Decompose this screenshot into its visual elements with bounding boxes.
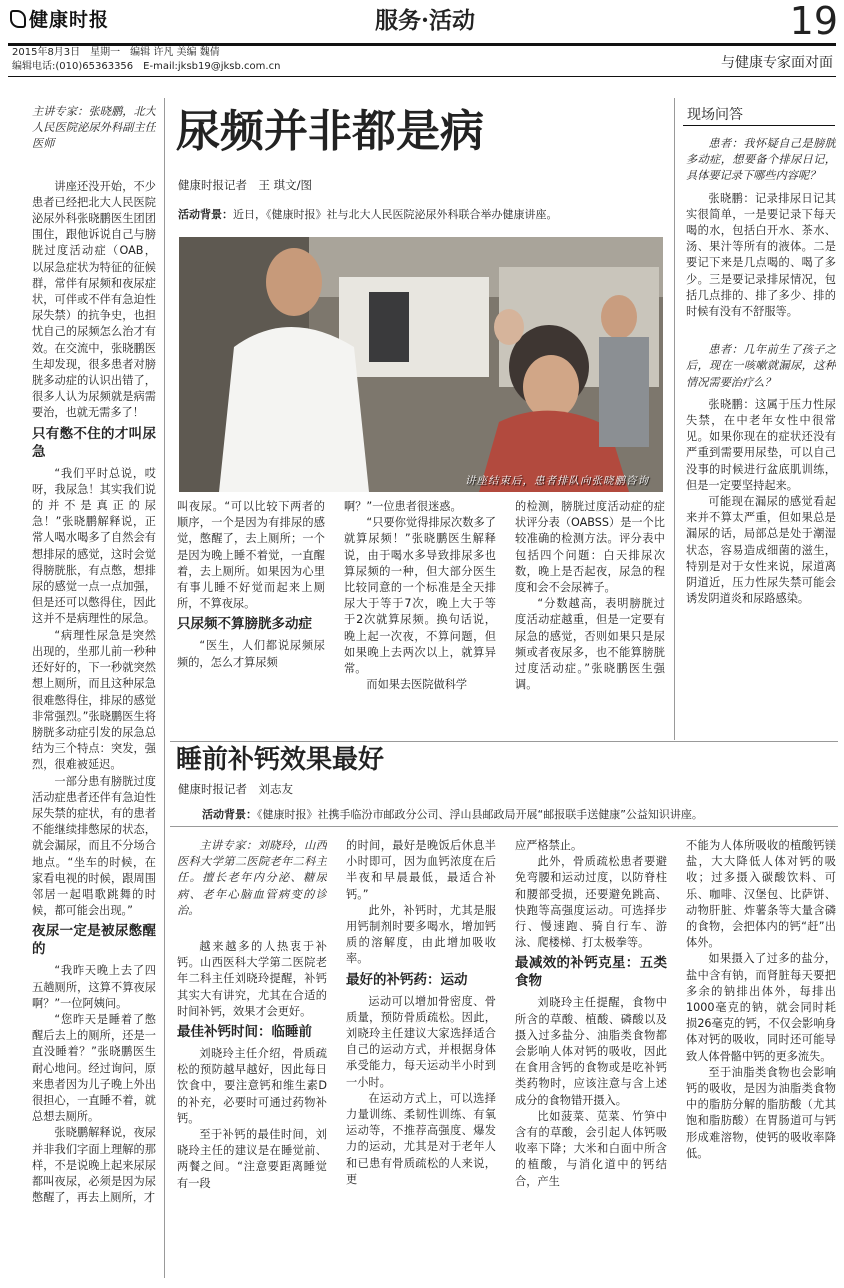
article2-paragraph: 越来越多的人热衷于补钙。山西医科大学第二医院老年二科主任刘晓玲提醒，补钙其实大有讲究，尤其在合适的时间补钙，效果才会更好。 bbox=[177, 940, 327, 1018]
logo-text: 健康时报 bbox=[29, 9, 110, 31]
section-divider bbox=[170, 741, 838, 742]
sidebar-question: 患者：我怀疑自己是膀胱多动症，想要备个排尿日记，具体要记录下哪些内容呢？ bbox=[686, 137, 836, 183]
article2-byline: 健康时报记者 刘志友 bbox=[178, 782, 293, 796]
article2-paragraph: 的时间，最好是晚饭后休息半小时即可，因为血钙浓度在后半夜和早晨最低，最适合补钙。” bbox=[346, 839, 496, 901]
article2-paragraph: 应严格禁止。 bbox=[515, 839, 583, 852]
article1-column-1 bbox=[32, 104, 156, 1280]
article2-column-1 bbox=[177, 838, 327, 1278]
article2-paragraph: 不能为人体所吸收的植酸钙镁盐，大大降低人体对钙的吸收；过多摄入碳酸饮料、可乐、咖啡、汉堡包、比萨饼、动物肝脏、炸薯条等大量含磷的食物，会把体内的钙“赶”出体外。 bbox=[686, 839, 836, 950]
sidebar-answer: 张晓鹏：记录排尿日记其实很简单，一是要记录下每天喝的水，包括白开水、茶水、汤、果汁等所有的液体。二是要记下来是几点喝的、喝了多少。三是要记录排尿情况，包括几点排的、排了多少、排的时候有没有不舒服等。 bbox=[686, 191, 836, 319]
photo-caption: 讲座结束后，患者排队向张晓鹏咨询 bbox=[465, 475, 649, 487]
article1-paragraph: 的检测，膀胱过度活动症的症状评分表（OABSS）是一个比较准确的检测方法。评分表中包括四个问题：白天排尿次数，晚上是否起夜，尿急的程度和会不会尿裤子。 bbox=[515, 500, 665, 595]
sidebar-question: 患者：几年前生了孩子之后，现在一咳嗽就漏尿，这种情况需要治疗么？ bbox=[686, 343, 836, 389]
logo-mark-icon bbox=[10, 10, 26, 28]
article1-title: 尿频并非都是病 bbox=[176, 106, 484, 157]
article1-paragraph: “医生，人们都说尿频尿频的，怎么才算尿频 bbox=[177, 639, 325, 669]
article2-paragraph: 如果摄入了过多的盐分，盐中含有钠，而肾脏每天要把多余的钠排出体外，每排出1000毫克的钠，就会同时耗损26毫克的钙，不仅会影响身体对钙的吸收，同时还可能导致人体骨骼中钙的更多流失。 bbox=[686, 952, 836, 1063]
article2-subheading: 最减效的补钙克星：五类食物 bbox=[515, 955, 667, 990]
article1-expert-intro: 主讲专家：张晓鹏，北大人民医院泌尿外科副主任医师 bbox=[32, 105, 156, 151]
article1-subheading: 夜尿一定是被尿憋醒的 bbox=[32, 923, 156, 958]
article2-column-4 bbox=[686, 838, 836, 1278]
article1-photo bbox=[179, 237, 663, 492]
article1-byline: 健康时报记者 王 琪文/图 bbox=[178, 178, 313, 192]
section-tagline: 与健康专家面对面 bbox=[721, 55, 833, 71]
article1-column-3 bbox=[344, 499, 496, 737]
sidebar-answer: 可能现在漏尿的感觉看起来并不算太严重，但如果总是漏尿的话，局部总是处于潮湿状态，容易造成细菌的滋生，特别是对于女性来说，尿道离阴道近，压力性尿失禁可能会诱发阴道炎和尿路感染。 bbox=[686, 495, 836, 606]
masthead-bottom-rule bbox=[8, 76, 836, 77]
article1-column-4 bbox=[515, 499, 665, 737]
article1-paragraph: “只要你觉得排尿次数多了就算尿频！”张晓鹏医生解释说，由于喝水多导致排尿多也算尿频的一种，但大部分医生比较同意的一个标准是全天排尿大于等于7次，晚上大于等于2次就算尿频。换句话说，晚上起一次夜，不算问题，但如果晚上去两次以上，就算异常。 bbox=[344, 516, 496, 676]
article2-column-2 bbox=[346, 838, 496, 1278]
sidebar-header: 现场问答 bbox=[683, 104, 835, 126]
article2-background bbox=[202, 808, 832, 822]
background-text: 《健康时报》社携手临汾市邮政分公司、浮山县邮政局开展“邮报联手送健康”公益知识讲座。 bbox=[257, 808, 703, 821]
article2-paragraph: 刘晓玲主任介绍，骨质疏松的预防越早越好，因此每日饮食中，要注意钙和维生素D的补充，必要时可通过药物补钙。 bbox=[177, 1047, 327, 1125]
article1-paragraph: 讲座还没开始，不少患者已经把北大人民医院泌尿外科张晓鹏医生团团围住，跟他诉说自己与膀胱过度活动症（OAB，以尿急症状为特征的征候群，常伴有尿频和夜尿症状，可伴或不伴有急迫性尿失禁）的抗争史，也担忧自己的尿频怎么治才有效。在交流中，张晓鹏医生却发现，很多患者对膀胱多动症的认识出错了，很多人认为尿频就是病需要治，也就无需多了！ bbox=[32, 179, 156, 420]
article2-paragraph: 至于油脂类食物也会影响钙的吸收，是因为油脂类食物中的脂肪分解的脂肪酸（尤其饱和脂肪酸）在胃肠道可与钙形成难溶物，使钙的吸收率降低。 bbox=[686, 1065, 836, 1160]
background-text: 近日，《健康时报》社与北大人民医院泌尿外科联合举办健康讲座。 bbox=[233, 208, 558, 221]
article2-paragraph: 在运动方式上，可以选择力量训练、柔韧性训练、有氧运动等，不推荐高强度、爆发力的运动，尤其是对于老年人和已患有骨质疏松的人来说，更 bbox=[346, 1091, 496, 1186]
sidebar-answer: 张晓鹏：这属于压力性尿失禁，在中老年女性中很常见。如果你现在的症状还没有严重到需要用尿垫，可以自己没事的时候进行盆底肌训练，但是一定要坚持起来。 bbox=[686, 397, 836, 492]
article1-paragraph: 一部分患有膀胱过度活动症患者还伴有急迫性尿失禁的症状，有的患者不能继续排憋尿的状态，就会漏尿，而且不分场合地点。“坐车的时候，在家看电视的时候，跟周围邻居一起唱歌跳舞的时候，都可能会出现。” bbox=[32, 774, 156, 918]
newspaper-logo bbox=[10, 8, 130, 32]
section-divider bbox=[170, 826, 838, 827]
date-editor-line: 2015年8月3日 星期一 编辑 许凡 美编 魏倩 bbox=[12, 47, 220, 58]
article2-paragraph: 至于补钙的最佳时间，刘晓玲主任的建议是在睡觉前、两餐之间。“注意要距离睡觉有一段 bbox=[177, 1128, 327, 1190]
article2-expert-intro: 主讲专家：刘晓玲，山西医科大学第二医院老年二科主任。擅长老年内分泌、糖尿病、老年心脑血管病变的诊治。 bbox=[177, 839, 327, 917]
article2-paragraph: 比如菠菜、苋菜、竹笋中含有的草酸，会引起人体钙吸收率下降；大米和白面中所含的植酸，与消化道中的钙结合，产生 bbox=[515, 1109, 667, 1188]
article1-subheading: 只有憋不住的才叫尿急 bbox=[32, 425, 156, 460]
article2-paragraph: 刘晓玲主任提醒，食物中所含的草酸、植酸、磷酸以及摄入过多盐分、油脂类食物都会影响人体对钙的吸收，因此在食用含钙的食物或是吃补钙类药物时，应该注意与含上述成分的食物错开摄入。 bbox=[515, 996, 667, 1107]
article1-paragraph: “我们平时总说，哎呀，我尿急！其实我们说的并不是真正的尿急！”张晓鹏解释说，正常人喝水喝多了自然会有想排尿的感觉，这时会觉得膀胱胀，有点憋，想排尿的感觉一点一点加强，但是还可以憋得住，因此这并不是病理性的尿急。 bbox=[32, 466, 156, 626]
background-label: 活动背景： bbox=[202, 808, 257, 821]
article1-paragraph: 张晓鹏解释说，夜尿并非我们字面上理解的那样，不是说晚上起来尿尿都叫夜尿，必须是因为尿憋醒了，再去上厕所，才 bbox=[32, 1126, 156, 1205]
background-label: 活动背景： bbox=[178, 208, 233, 221]
article1-paragraph: 啊？”一位患者很迷惑。 bbox=[344, 500, 462, 513]
article1-paragraph: “分数越高，表明膀胱过度活动症越重，但是一定要有尿急的感觉，否则如果只是尿频或者夜尿多，也不能算膀胱过度活动症。”张晓鹏医生强调。 bbox=[515, 597, 665, 692]
contact-line: 编辑电话:(010)65363356 E-mail:jksb19@jksb.com.cn bbox=[12, 61, 281, 72]
article1-background bbox=[178, 208, 668, 222]
article1-subheading: 只尿频不算膀胱多动症 bbox=[177, 616, 312, 633]
article1-paragraph: “您昨天是睡着了憋醒后去上的厕所，还是一直没睡着？”张晓鹏医生耐心地问。经过询问，原来患者因为儿子晚上外出很担心，一直睡不着，就总想去厕所。 bbox=[32, 1012, 156, 1124]
sidebar-qa bbox=[686, 136, 836, 736]
article1-paragraph: 叫夜尿。“可以比较下两者的顺序，一个是因为有排尿的感觉，憋醒了，去上厕所；一个是因为晚上睡不着觉，一直醒着，去上厕所。如果因为心里有事儿睡不好觉而起来上厕所，不算夜尿。 bbox=[177, 500, 325, 611]
article1-paragraph: 而如果去医院做科学 bbox=[366, 678, 468, 692]
section-title: 服务·活动 bbox=[374, 7, 475, 34]
article2-title: 睡前补钙效果最好 bbox=[176, 745, 385, 775]
article2-subheading: 最佳补钙时间：临睡前 bbox=[177, 1024, 312, 1041]
article1-paragraph: “病理性尿急是突然出现的，坐那儿前一秒种还好好的，下一秒就突然想上厕所，而且这种尿急很难憋得住，排尿的感觉非常强烈。”张晓鹏医生将膀胱多动症引发的尿急总结为三个特点：突发，强烈，很难被延迟。 bbox=[32, 628, 156, 772]
article2-column-3 bbox=[515, 838, 667, 1278]
article2-subheading: 最好的补钙药：运动 bbox=[346, 971, 468, 988]
column-divider bbox=[674, 98, 675, 740]
article2-paragraph: 此外，补钙时，尤其是服用钙制剂时要多喝水，增加钙质的溶解度，由此增加吸收率。 bbox=[346, 903, 496, 966]
article2-paragraph: 运动可以增加骨密度、骨质量，预防骨质疏松。因此，刘晓玲主任建议大家选择适合自己的运动方式，并根据身体承受能力，每天运动半小时到一小时。 bbox=[346, 994, 496, 1089]
masthead-rule bbox=[8, 43, 836, 46]
article1-column-2 bbox=[177, 499, 325, 737]
article1-paragraph: “我昨天晚上去了四五趟厕所，这算不算夜尿啊？”一位阿姨问。 bbox=[32, 964, 156, 1010]
article2-paragraph: 此外，骨质疏松患者要避免弯腰和运动过度，以防脊柱和腰部受损，还要避免跳高、快跑等高强度运动。可选择步行、慢速跑、骑自行车、游泳、爬楼梯、打太极拳等。 bbox=[515, 855, 667, 950]
page-number: 19 bbox=[789, 0, 838, 43]
column-divider bbox=[164, 98, 165, 1278]
